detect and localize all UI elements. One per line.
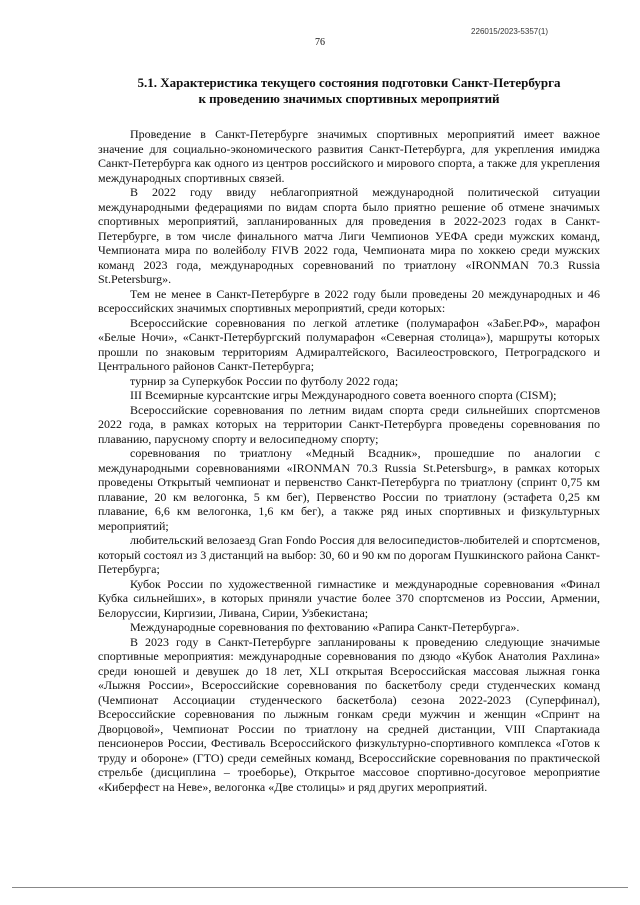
paragraph-intro: Проведение в Санкт-Петербурге значимых спортивных мероприятий имеет важное значение для социально-экономического развития Санкт-Петербурга, для укрепления имиджа Санкт-Петербурга как одного из центров российского и мирового спорта, а также для укрепления международных спортивных связей. xyxy=(98,127,600,185)
page-bottom-rule xyxy=(12,887,628,888)
document-id: 226015/2023-5357(1) xyxy=(471,27,548,36)
list-item: Международные соревнования по фехтованию «Рапира Санкт-Петербурга». xyxy=(130,620,520,634)
list-item: Кубок России по художественной гимнастике и международные соревнования «Финал Кубка сильнейших», в которых приняли участие более 370 спортсменов из России, Армении, Белоруссии, Киргизии, Ливана, Сирии, Узбекистана; xyxy=(98,576,600,620)
list-item: Всероссийские соревнования по легкой атлетике (полумарафон «ЗаБег.РФ», марафон «Белые Ночи», «Санкт-Петербургский полумарафон «Северная столица»), маршруты которых прошли по знаковым территориям Адмиралтейского, Василеостровского, Петроградского и Центрального районов Санкт-Петербурга; xyxy=(98,315,600,373)
page-number: 76 xyxy=(315,37,325,48)
section-title-line-1: 5.1. Характеристика текущего состояния подготовки Санкт-Петербурга xyxy=(137,75,561,90)
section-title xyxy=(98,75,600,107)
page-content xyxy=(98,75,600,794)
paragraph-2022-summary: Тем не менее в Санкт-Петербурге в 2022 году были проведены 20 международных и 46 всероссийских значимых спортивных мероприятий, среди которых: xyxy=(98,286,600,315)
section-title-line-2: к проведению значимых спортивных мероприятий xyxy=(198,91,500,106)
list-item: Всероссийские соревнования по летним видам спорта среди сильнейших спортсменов 2022 года, в рамках которых на территории Санкт-Петербурга проведены соревнования по плаванию, парусному спорту и велосипедному спорту; xyxy=(98,402,600,446)
list-item: любительский велозаезд Gran Fondo Россия для велосипедистов-любителей и спортсменов, который состоял из 3 дистанций на выбор: 30, 60 и 90 км по дорогам Пушкинского района Санкт-Петербурга; xyxy=(98,533,600,576)
paragraph-cancellations: В 2022 году ввиду неблагоприятной международной политической ситуации международными федерациями по видам спорта было приятно решение об отмене значимых спортивных мероприятий, запланированных для проведения в 2022-2023 годах в Санкт-Петербурге, в том числе финального матча Лиги Чемпионов УЕФА среди мужских команд, Чемпионата мира по волейболу FIVB 2022 года, Чемпионата мира по хоккею среди мужских команд 2023 года, международных соревнований по триатлону «IRONMAN 70.3 Russia St.Petersburg». xyxy=(98,185,600,286)
list-item: турнир за Суперкубок России по футболу 2022 года; xyxy=(130,373,399,388)
body-text xyxy=(98,127,600,794)
list-item: III Всемирные курсантские игры Международного совета военного спорта (CISM); xyxy=(130,388,557,402)
list-item: соревнования по триатлону «Медный Всадник», прошедшие по аналогии с международными соревнованиями «IRONMAN 70.3 Russia St.Petersburg», в рамках которых проведены Открытый чемпионат и первенство Санкт-Петербурга по триатлону (спринт 0,75 км плавание, 20 км велогонка, 5 км бег), Первенство России по триатлону (эстафета 0,25 км плавание, 6,6 км велогонка, 1,6 км бег), а также ряд иных спортивных и физкультурных мероприятий; xyxy=(98,446,600,533)
paragraph-2023-plans: В 2023 году в Санкт-Петербурге запланированы к проведению следующие значимые спортивные мероприятия: международные соревнования по дзюдо «Кубок Анатолия Рахлина» среди юношей и девушек до 18 лет, XLI открытая Всероссийская массовая лыжная гонка «Лыжня России», Всероссийские соревнования по баскетболу среди студенческих команд (Чемпионат Ассоциации студенческого баскетбола) сезона 2022-2023 (Суперфинал), Всероссийские соревнования по лыжным гонкам среди мужчин и женщин «Спринт на Дворцовой», Чемпионат России по триатлону на средней дистанции, VIII Спартакиада пенсионеров России, Фестиваль Всероссийского физкультурно-спортивного комплекса «Готов к труду и обороне» (ГТО) среди семейных команд, Всероссийские соревнования по практической стрельбе (дисциплина – троеборье), Открытое массовое спортивно-досуговое мероприятие «Киберфест на Неве», велогонка «Две столицы» и ряд других мероприятий. xyxy=(98,634,600,794)
